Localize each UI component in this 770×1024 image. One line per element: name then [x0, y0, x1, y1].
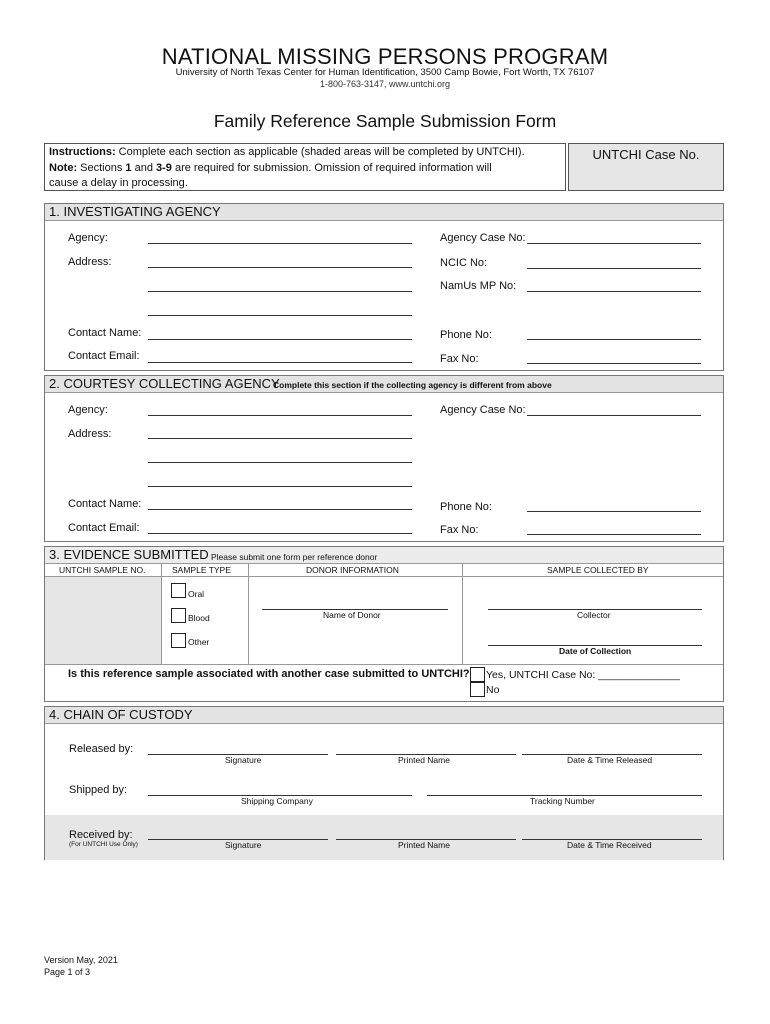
s1-address-field-2[interactable]	[148, 291, 412, 292]
s1-address-field-1[interactable]	[148, 267, 412, 268]
collection-date-caption: Date of Collection	[559, 646, 632, 656]
s2-phone-label: Phone No:	[440, 501, 492, 513]
s2-contact-email-field[interactable]	[148, 533, 412, 534]
tracking-number-caption: Tracking Number	[530, 796, 595, 806]
associated-yes-label: Yes, UNTCHI Case No: ______________	[486, 669, 680, 681]
s1-address-field-3[interactable]	[148, 315, 412, 316]
associated-yes-checkbox[interactable]	[470, 667, 485, 682]
s2-agency-case-field[interactable]	[527, 415, 701, 416]
shipped-by-label: Shipped by:	[69, 784, 128, 796]
section-2-title: 2. COURTESY COLLECTING AGENCY	[49, 376, 280, 391]
section-3-note: Please submit one form per reference donor	[211, 552, 378, 562]
note-sections-3-9: 3-9	[156, 161, 172, 174]
s1-contact-email-label: Contact Email:	[68, 350, 140, 362]
col-sample-type: SAMPLE TYPE	[172, 565, 231, 575]
s2-contact-name-label: Contact Name:	[68, 498, 142, 510]
note-section-1: 1	[125, 161, 132, 174]
note-text-a: Sections	[77, 161, 126, 174]
section-evidence-submitted	[44, 546, 724, 702]
received-date-caption: Date & Time Received	[567, 840, 652, 850]
s1-namus-label: NamUs MP No:	[440, 280, 517, 292]
received-printed-name-caption: Printed Name	[398, 840, 450, 850]
program-address: University of North Texas Center for Human Identification, 3500 Camp Bowie, Fort Worth, TX 76107	[175, 67, 595, 78]
released-signature-caption: Signature	[225, 755, 262, 765]
s1-ncic-field[interactable]	[527, 268, 701, 269]
note-label: Note:	[49, 161, 78, 174]
untchi-sample-no-shade	[45, 577, 161, 664]
collector-caption: Collector	[577, 610, 611, 620]
released-printed-name-caption: Printed Name	[398, 755, 450, 765]
s1-agency-label: Agency:	[68, 232, 108, 244]
section-courtesy-agency	[44, 375, 724, 542]
program-title: NATIONAL MISSING PERSONS PROGRAM	[161, 44, 609, 69]
s2-fax-field[interactable]	[527, 534, 701, 535]
s2-agency-field[interactable]	[148, 415, 412, 416]
note-text-b: and	[131, 161, 157, 174]
s1-address-label: Address:	[68, 256, 112, 268]
received-signature-caption: Signature	[225, 840, 262, 850]
s1-contact-name-field[interactable]	[148, 339, 412, 340]
s2-agency-case-label: Agency Case No:	[440, 404, 526, 416]
s2-phone-field[interactable]	[527, 511, 701, 512]
associated-case-question: Is this reference sample associated with another case submitted to UNTCHI?	[68, 668, 470, 680]
evidence-table-bottom	[45, 664, 723, 665]
received-by-shade	[45, 815, 723, 860]
col-divider-3	[462, 564, 463, 664]
released-date-caption: Date & Time Released	[567, 755, 653, 765]
program-contact: 1-800-763-3147, www.untchi.org	[319, 79, 451, 89]
shipping-company-caption: Shipping Company	[241, 796, 313, 806]
untchi-case-no-label: UNTCHI Case No.	[592, 147, 700, 162]
s2-address-label: Address:	[68, 428, 112, 440]
section-chain-of-custody	[44, 706, 724, 860]
other-checkbox[interactable]	[171, 633, 186, 648]
s2-contact-email-label: Contact Email:	[68, 522, 140, 534]
s1-agency-case-label: Agency Case No:	[440, 232, 526, 244]
released-by-label: Released by:	[69, 743, 134, 755]
s1-ncic-label: NCIC No:	[440, 257, 488, 269]
col-untchi-sample-no: UNTCHI SAMPLE NO.	[59, 565, 146, 575]
section-1-title: 1. INVESTIGATING AGENCY	[49, 204, 221, 219]
col-divider-1	[161, 564, 162, 664]
s1-phone-label: Phone No:	[440, 329, 492, 341]
note-text-c: are required for submission. Omission of required information will	[171, 161, 492, 174]
s2-agency-label: Agency:	[68, 404, 108, 416]
section-2-note: Complete this section if the collecting agency is different from above	[273, 380, 552, 390]
received-by-label: Received by:	[69, 829, 133, 841]
s2-address-field-3[interactable]	[148, 486, 412, 487]
oral-label: Oral	[188, 589, 205, 599]
associated-no-label: No	[486, 684, 500, 696]
s1-fax-field[interactable]	[527, 363, 701, 364]
footer-version: Version May, 2021	[44, 955, 118, 965]
oral-checkbox[interactable]	[171, 583, 186, 598]
other-label: Other	[188, 637, 210, 647]
col-sample-collected-by: SAMPLE COLLECTED BY	[547, 565, 649, 575]
section-4-title: 4. CHAIN OF CUSTODY	[49, 707, 193, 722]
instructions-box	[44, 143, 566, 191]
s2-contact-name-field[interactable]	[148, 509, 412, 510]
s1-contact-name-label: Contact Name:	[68, 327, 142, 339]
s2-address-field-2[interactable]	[148, 462, 412, 463]
col-donor-info: DONOR INFORMATION	[306, 565, 399, 575]
s1-fax-label: Fax No:	[440, 353, 479, 365]
footer-page: Page 1 of 3	[44, 967, 91, 977]
s2-address-field-1[interactable]	[148, 438, 412, 439]
form-title: Family Reference Sample Submission Form	[213, 111, 557, 131]
s2-fax-label: Fax No:	[440, 524, 479, 536]
blood-label: Blood	[188, 613, 210, 623]
s1-namus-field[interactable]	[527, 291, 701, 292]
associated-no-checkbox[interactable]	[470, 682, 485, 697]
section-3-title: 3. EVIDENCE SUBMITTED	[49, 547, 209, 562]
col-divider-2	[248, 564, 249, 664]
received-by-note: (For UNTCHI Use Only)	[69, 841, 138, 848]
s1-agency-case-field[interactable]	[527, 243, 701, 244]
blood-checkbox[interactable]	[171, 608, 186, 623]
note-text-3: cause a delay in processing.	[49, 177, 188, 189]
s1-contact-email-field[interactable]	[148, 362, 412, 363]
section-investigating-agency	[44, 203, 724, 371]
untchi-case-no-box[interactable]	[568, 143, 724, 191]
instructions-text: Complete each section as applicable (shaded areas will be completed by UNTCHI).	[115, 146, 525, 158]
s1-agency-field[interactable]	[148, 243, 412, 244]
s1-phone-field[interactable]	[527, 339, 701, 340]
instructions-label: Instructions:	[49, 146, 116, 158]
donor-name-caption: Name of Donor	[323, 610, 381, 620]
